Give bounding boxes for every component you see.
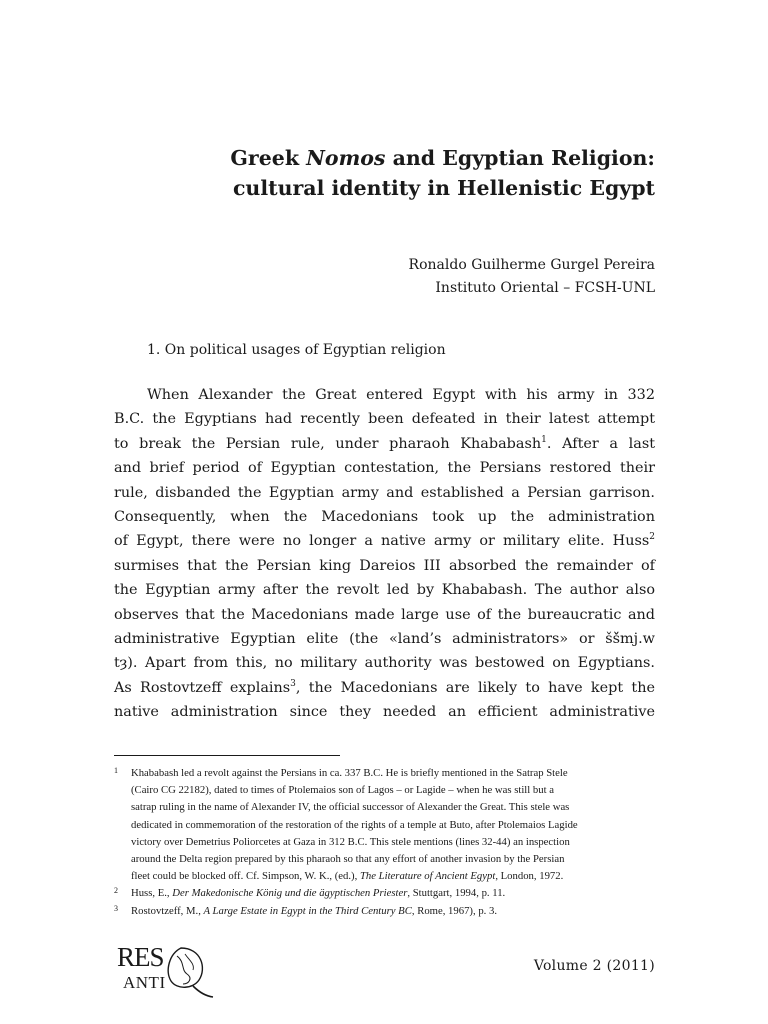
res-antiquae-logo	[115, 940, 215, 1000]
body-line: surmises that the Persian king Dareios III absorbed the remainder of	[114, 557, 655, 574]
volume-label: Volume 2 (2011)	[533, 958, 655, 974]
body-line: rule, disbanded the Egyptian army and established a Persian garrison.	[114, 484, 655, 501]
footnote-mark-3: 3	[290, 678, 296, 689]
body-line: and brief period of Egyptian contestation, the Persians restored their	[114, 460, 655, 477]
footnote-line: Khababash led a revolt against the Persians in ca. 337 B.C. He is briefly mentioned in the Satrap Stele	[131, 767, 568, 779]
footnote-mark-1: 1	[541, 434, 547, 445]
body-line: tȝ). Apart from this, no military authority was bestowed on Egyptians.	[114, 655, 655, 672]
title-line-2: cultural identity in Hellenistic Egypt	[232, 176, 655, 200]
author-affiliation: Instituto Oriental – FCSH-UNL	[435, 280, 655, 296]
paper-title	[180, 143, 655, 203]
footnote-3	[114, 903, 655, 920]
body-line: Consequently, when the Macedonians took up the administration	[114, 508, 655, 525]
footnote-number: 1	[114, 766, 118, 775]
body-paragraph	[114, 383, 655, 724]
footnote-line: Huss, E., Der Makedonische König und die ägyptischen Priester, Stuttgart, 1994, p. 11.	[131, 887, 506, 900]
logo-text-top: RES	[117, 942, 164, 972]
footnote-divider	[114, 755, 340, 756]
footnote-2	[114, 885, 655, 902]
body-line: observes that the Macedonians made large use of the bureaucratic and	[114, 606, 655, 623]
logo-q-emblem-icon	[168, 948, 213, 997]
body-line: to break the Persian rule, under pharaoh Khababash$^1$. After a last	[114, 434, 656, 452]
logo-text-bottom: ANTI	[123, 973, 166, 992]
footnote-line: Rostovtzeff, M., A Large Estate in Egypt in the Third Century BC, Rome, 1967), p. 3.	[131, 904, 498, 917]
title-line-1: Greek Nomos and Egyptian Religion:	[230, 146, 655, 170]
body-line: native administration since they needed an efficient administrative	[114, 704, 655, 721]
footnotes	[114, 765, 655, 920]
footnote-line: (Cairo CG 22182), dated to times of Ptolemaios son of Lagos – or Lagide – when he was still but a	[131, 784, 554, 797]
body-line: of Egypt, there were no longer a native army or military elite. Huss$^2$	[114, 532, 655, 550]
footnote-line: fleet could be blocked off. Cf. Simpson, W. K., (ed.), The Literature of Ancient Egypt, London, 1972.	[131, 870, 564, 883]
body-line: administrative Egyptian elite (the «land’s administrators» or šš̌mj.w	[114, 630, 655, 647]
author-block	[409, 254, 655, 300]
footnote-number: 3	[114, 903, 118, 913]
body-line: As Rostovtzeff explains$^3$, the Macedonians are likely to have kept the	[114, 678, 655, 696]
body-line: B.C. the Egyptians had recently been defeated in their latest attempt	[114, 411, 655, 428]
footnote-line: around the Delta region prepared by this pharaoh so that any effort of another invasion by the Persian	[131, 853, 565, 866]
footnote-line: satrap ruling in the name of Alexander IV, the official successor of Alexander the Great. This stele was	[131, 801, 570, 814]
body-line: the Egyptian army after the revolt led by Khababash. The author also	[114, 582, 655, 599]
author-name: Ronaldo Guilherme Gurgel Pereira	[408, 257, 655, 273]
section-heading: 1. On political usages of Egyptian religion	[147, 342, 446, 358]
footnote-number: 2	[114, 886, 118, 896]
footnote-1	[114, 765, 655, 885]
footnote-mark-2: 2	[649, 532, 655, 543]
footnote-line: victory over Demetrius Poliorcetes at Gaza in 312 B.C. This stele mentions (lines 32-44) an inspection	[131, 835, 570, 848]
body-line: When Alexander the Great entered Egypt with his army in 332	[147, 387, 655, 403]
footnote-line: dedicated in commemoration of the restoration of the rights of a temple at Buto, after Ptolemaios Lagide	[131, 818, 578, 831]
